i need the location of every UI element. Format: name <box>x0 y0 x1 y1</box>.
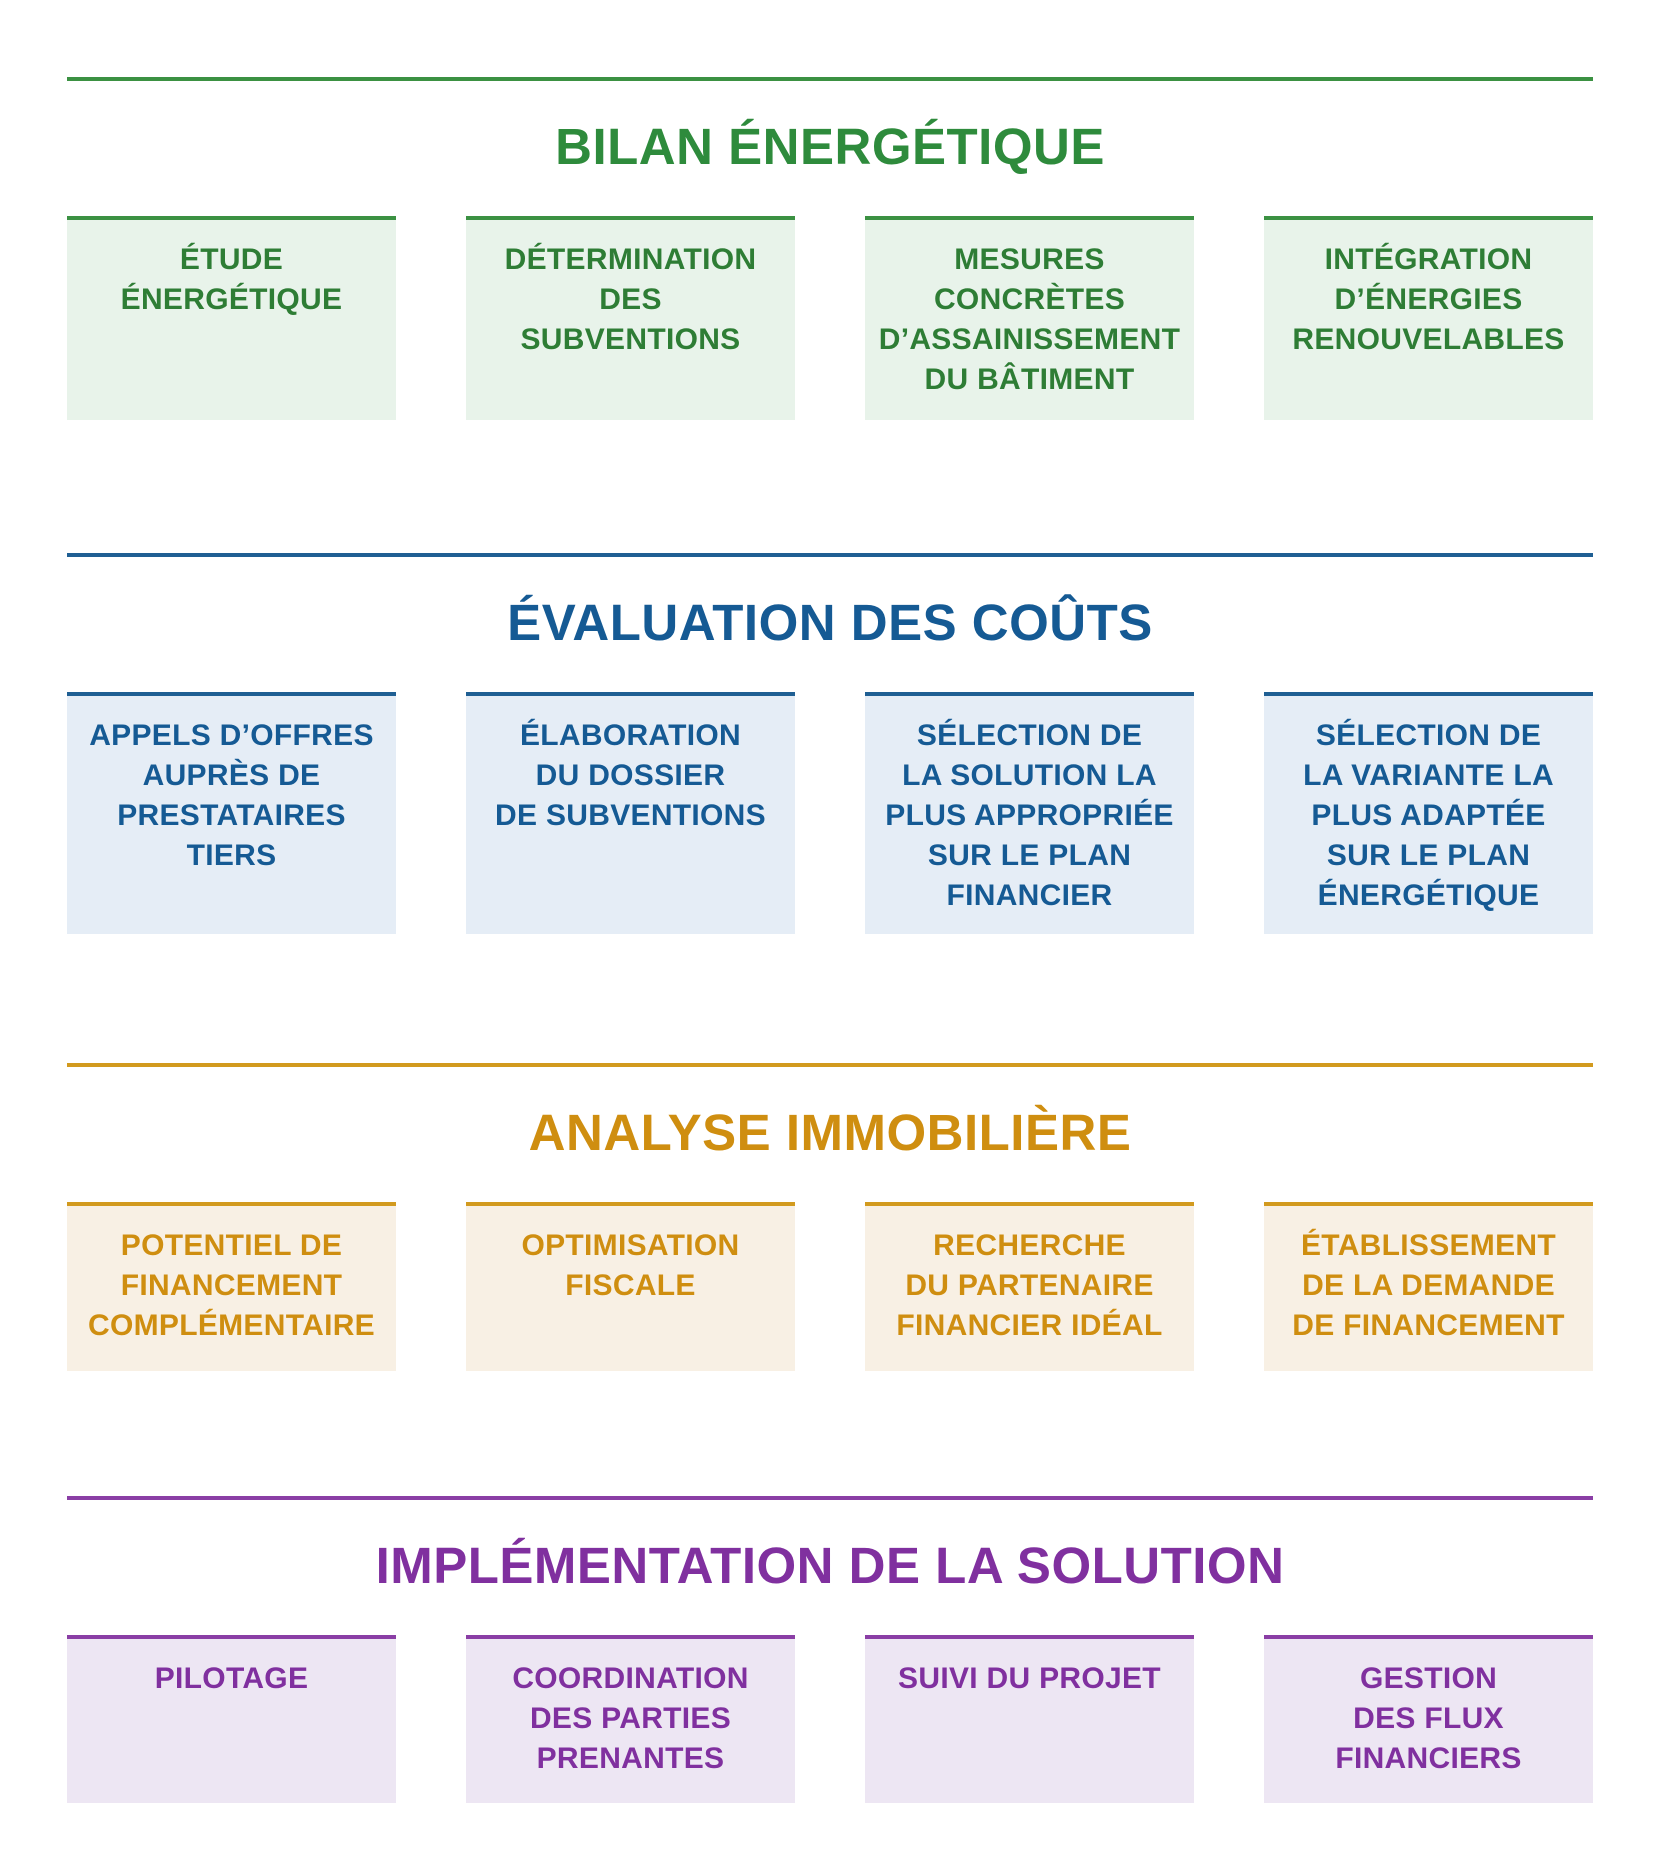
step-card <box>466 1635 795 1803</box>
step-card <box>1264 1202 1593 1371</box>
step-card-label: PILOTAGE <box>154 1662 309 1695</box>
section-title: ANALYSE IMMOBILIÈRE <box>528 1104 1132 1161</box>
section-title: IMPLÉMENTATION DE LA SOLUTION <box>375 1537 1285 1594</box>
step-card-label: GESTION DES FLUX FINANCIERS <box>1335 1662 1522 1775</box>
step-card <box>466 1202 795 1371</box>
section-divider <box>67 553 1593 557</box>
step-card-label: APPELS D’OFFRES AUPRÈS DE PRESTATAIRES TIERS <box>89 719 374 872</box>
step-card-label: INTÉGRATION D’ÉNERGIES RENOUVELABLES <box>1292 243 1565 356</box>
step-card <box>1264 692 1593 934</box>
step-card <box>67 1635 396 1803</box>
step-card <box>1264 216 1593 420</box>
section-divider <box>67 1063 1593 1067</box>
step-card <box>67 1202 396 1371</box>
step-card-label: RECHERCHE DU PARTENAIRE FINANCIER IDÉAL <box>896 1229 1163 1342</box>
step-card-label: SÉLECTION DE LA SOLUTION LA PLUS APPROPRIÉE SUR LE PLAN FINANCIER <box>885 719 1174 912</box>
step-card <box>865 1202 1194 1371</box>
step-card <box>865 1635 1194 1803</box>
step-card <box>865 692 1194 934</box>
step-card-label: DÉTERMINATION DES SUBVENTIONS <box>504 243 757 356</box>
step-card <box>466 216 795 420</box>
step-card-label: MESURES CONCRÈTES D’ASSAINISSEMENT DU BÂTIMENT <box>878 243 1181 396</box>
step-card-label: SUIVI DU PROJET <box>898 1662 1161 1695</box>
step-card <box>67 216 396 420</box>
step-card <box>1264 1635 1593 1803</box>
section-title: BILAN ÉNERGÉTIQUE <box>555 118 1105 175</box>
step-card <box>466 692 795 934</box>
step-card-label: ÉLABORATION DU DOSSIER DE SUBVENTIONS <box>495 719 766 832</box>
step-card-label: COORDINATION DES PARTIES PRENANTES <box>512 1662 749 1775</box>
step-card-label: OPTIMISATION FISCALE <box>521 1229 740 1302</box>
step-card-label: SÉLECTION DE LA VARIANTE LA PLUS ADAPTÉE SUR LE PLAN ÉNERGÉTIQUE <box>1303 719 1554 912</box>
step-card <box>67 692 396 934</box>
section-divider <box>67 77 1593 81</box>
step-card <box>865 216 1194 420</box>
section-divider <box>67 1496 1593 1500</box>
step-card-label: POTENTIEL DE FINANCEMENT COMPLÉMENTAIRE <box>88 1229 375 1342</box>
section-title: ÉVALUATION DES COÛTS <box>507 594 1153 651</box>
step-card-label: ÉTABLISSEMENT DE LA DEMANDE DE FINANCEMENT <box>1292 1229 1565 1342</box>
step-card-label: ÉTUDE ÉNERGÉTIQUE <box>120 243 343 316</box>
